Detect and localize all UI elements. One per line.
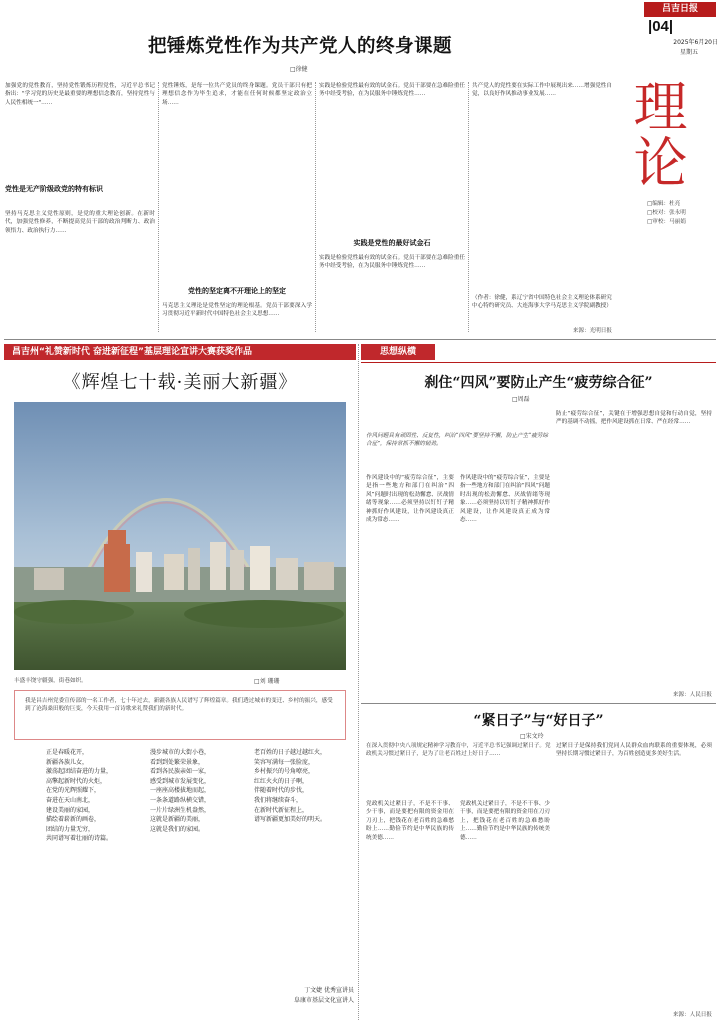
- article-column: 实践是检验党性最有效的试金石。党员干部要在急难险重任务中经受考验，在为民服务中锤炼党性……: [319, 255, 465, 270]
- editor-credits: [647, 200, 713, 227]
- article-column: 马克思主义理论是党性坚定的理论根基。党员干部要深入学习贯彻习近平新时代中国特色社会主义思想……: [162, 303, 312, 318]
- article-column: 防止“疲劳综合征”，关键在于增强思想自觉和行动自觉，坚持严的基调不动摇，把作风建设抓在日常、严在经常……: [556, 411, 712, 426]
- article-column: 实践是检验党性最有效的试金石。党员干部要在急难险重任务中经受考验，在为民服务中锤炼党性……: [319, 83, 465, 98]
- article-subhead: 党性是无产阶级政党的特有标识: [5, 185, 103, 193]
- publish-date: 2025年6月20日: [673, 39, 718, 46]
- article-column: 党政机关过紧日子，不是不干事、少干事，而是要把有限的资金用在刀刃上，把钱花在老百姓的急难愁盼上……勤俭节约是中华民族的传统美德……: [366, 801, 454, 841]
- section-divider: [4, 339, 716, 340]
- page-divider: [358, 344, 359, 1020]
- contest-banner: 昌吉州“礼赞新时代 奋进新征程”基层理论宣讲大赛获奖作品: [4, 344, 356, 360]
- poem-credit: 丁文婕 优秀宣讲员: [304, 987, 354, 994]
- section-title: 理论: [625, 78, 688, 190]
- section-divider: [361, 703, 716, 704]
- article-byline: □周磊: [512, 396, 530, 403]
- article-column: 加强党的党性教育，坚持党性锻炼历程党性，习近平总书记指出："学习党的历史是最重要的理想信念教育，坚持党性与人民性相统一"……: [5, 83, 155, 106]
- article-column: 作风建设中的“疲劳综合征”，主要是指一些地方和部门在纠治“四风”问题时出现的松劲懈怠、厌战情绪等现象……必须坚持以钉钉子精神抓好作风建设，让作风建设真正成为常态……: [460, 475, 550, 524]
- poem-byline: □刘 珊珊: [254, 678, 280, 685]
- article-column: 共产党人的党性要在实际工作中展现出来……增强党性自觉，以良好作风推动事业发展……: [472, 83, 612, 98]
- editor-line: □编辑：杜亮: [647, 201, 681, 207]
- top-article-byline: □徐健: [290, 66, 308, 73]
- column-tag: 思想纵横: [361, 344, 435, 360]
- article-source: 来源：光明日报: [572, 328, 612, 334]
- article-source: 来源：人民日报: [672, 1012, 712, 1018]
- article-subhead: 党性的坚定离不开理论上的坚定: [188, 287, 286, 295]
- article-column: 坚持马克思主义党性原则，是党的重大理论创新。在新时代，加强党性修养，不断提高党员干部的政治判断力、政治领悟力、政治执行力……: [5, 211, 155, 234]
- article-column: 作风建设中的“疲劳综合征”，主要是指一些地方和部门在纠治“四风”问题时出现的松劲懈怠、厌战情绪等现象……必须坚持以钉钉子精神抓好作风建设，让作风建设真正成为常态……: [366, 475, 454, 524]
- article-source: 来源：人民日报: [672, 692, 712, 698]
- article-column: 过紧日子是保持我们党同人民群众血肉联系的重要体现，必须坚持长期习惯过紧日子，为百姓创造更多美好生活。: [556, 743, 712, 758]
- top-article-title: 把锤炼党性作为共产党人的终身课题: [147, 36, 452, 57]
- poem-title: 《辉煌七十载·美丽大新疆》: [62, 372, 298, 393]
- article-column: 党性锤炼，是每一位共产党员的终身课题。党员干部只有把理想信念作为毕生追求，才能在任何时候都坚定政治立场……: [162, 83, 312, 106]
- column-divider: [468, 82, 469, 332]
- page-number: |04|: [648, 18, 674, 35]
- editor-line: □审校：马丽娟: [647, 219, 686, 225]
- article-byline: □宋文玲: [520, 733, 544, 740]
- poem-intro: 我是昌吉州党委宣传部的一名工作者，七十年过去，新疆各族人民谱写了辉煌篇章。我们透过城市的变迁、乡村的振兴，感受到了沧海桑田般的巨变，今天我用一首诗歌来礼赞我们的新时代。: [14, 690, 346, 740]
- article-column: 党政机关过紧日子，不是不干事、少干事，而是要把有限的资金用在刀刃上，把钱花在老百姓的急难愁盼上……勤俭节约是中华民族的传统美德……: [460, 801, 550, 841]
- article-headline: 刹住“四风”要防止产生“疲劳综合征”: [424, 375, 653, 391]
- author-note: （作者：徐健，系辽宁省中国特色社会主义理论体系研究中心特约研究员、大连海事大学马克思主义学院副教授）: [472, 295, 612, 310]
- column-divider: [315, 82, 316, 332]
- photo-caption: 丰盛丰饶守疆强，街巷如织。: [14, 678, 87, 684]
- poem-credit: 阜康市基层文化宣讲人: [293, 997, 354, 1004]
- column-rule: [361, 362, 716, 363]
- poem-stanza: 漫步城市的大街小巷， 看到到处繁荣景象， 看到各民族亲如一家， 感受到城市发展变化， 一座座高楼拔地而起， 一条条道路纵横交错， 一片片绿洲生机盎然， 这就是新疆的美丽， 这就是我们的家园。: [150, 749, 211, 833]
- city-rainbow-photo: [14, 402, 346, 670]
- masthead-logo: 吕吉日报: [644, 2, 716, 17]
- column-divider: [158, 82, 159, 332]
- weekday: 星期五: [680, 49, 699, 56]
- article-subhead: 实践是党性的最好试金石: [353, 239, 431, 247]
- poem-stanza: 正是春暖花开， 新疆各族儿女， 激荡起团结奋进的力量， 高擎起新时代的火炬， 在党的光辉照耀下， 奋进在天山南北， 建设美丽的家园， 描绘着崭新的画卷， 团结的力量无穷， 共同谱写着壮丽的诗篇。: [46, 749, 113, 843]
- article-lead: 作风问题具有顽固性、反复性，纠治“四风”要坚持不懈，防止产生“疲劳综合征”，保持常抓不懈的韧劲。: [366, 433, 548, 448]
- article-headline: “紧日子”与“好日子”: [473, 713, 604, 729]
- editor-line: □校对：张永明: [647, 210, 686, 216]
- article-lead: 在深入贯彻中央八项规定精神学习教育中，习近平总书记强调过紧日子。党政机关习惯过紧日子，是为了让老百姓过上好日子……: [366, 743, 551, 758]
- poem-stanza: 老百姓的日子越过越红火， 笑容写满每一张脸庞， 乡村振兴的号角嘹亮， 红红火火的日子啊， 伴随着时代的步伐， 我们将继续奋斗， 在新时代新征程上， 谱写新疆更加美好的明天。: [254, 749, 327, 824]
